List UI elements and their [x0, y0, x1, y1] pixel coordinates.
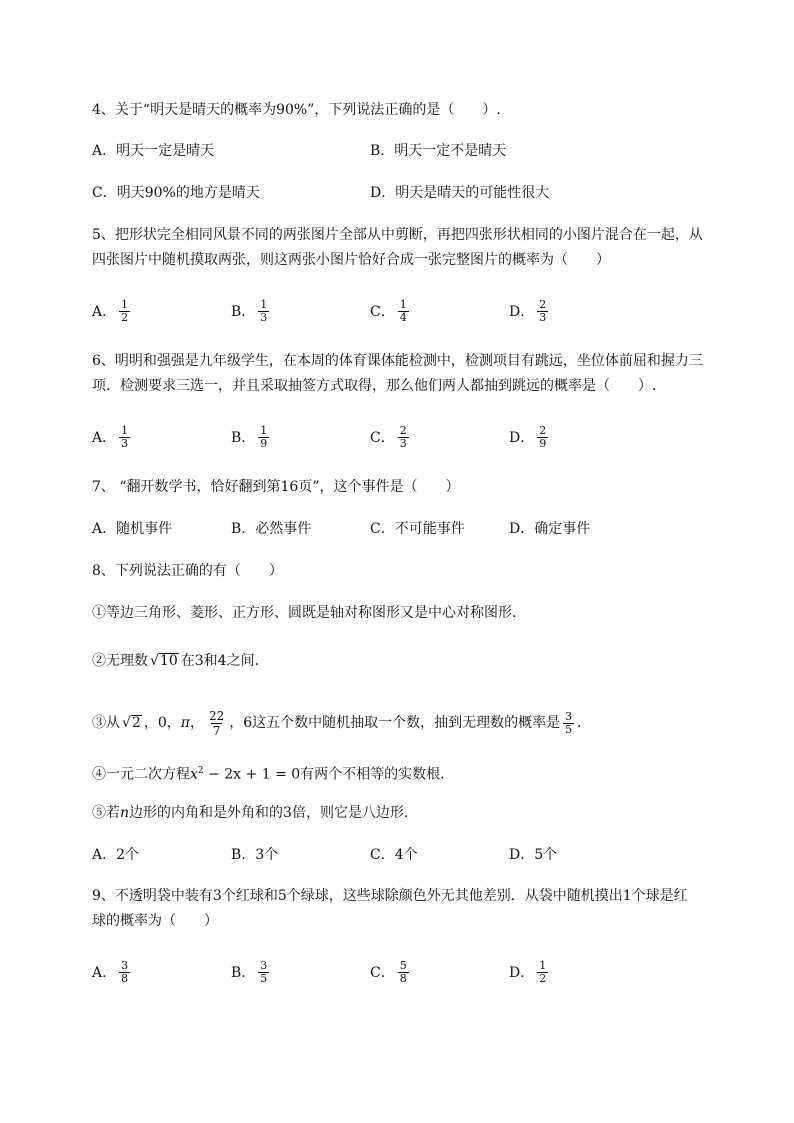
fraction [258, 425, 269, 450]
statement-2 [92, 651, 269, 671]
numerator: 2 [399, 423, 407, 437]
option-b [231, 419, 272, 455]
option-a [92, 954, 133, 990]
option-c: C．4个 [370, 847, 418, 863]
numerator: 1 [399, 297, 407, 311]
option-a [92, 293, 133, 329]
numerator: 1 [539, 958, 547, 972]
numerator: 1 [121, 423, 129, 437]
exponent: 2 [197, 766, 204, 776]
fraction [258, 960, 269, 985]
option-a [92, 419, 133, 455]
option-c: C．明天90%的地方是晴天 [92, 185, 260, 201]
fraction [398, 960, 409, 985]
radicand: 10 [159, 653, 178, 669]
fraction [258, 299, 269, 324]
sqrt-expression [150, 651, 179, 671]
question-4-options [92, 132, 652, 168]
question-9-stem-line2: 球的概率为（ ） [92, 913, 218, 929]
option-b: B．3个 [231, 847, 279, 863]
option-c: C．不可能事件 [370, 521, 465, 537]
fraction [119, 299, 130, 324]
option-d: D．明天是晴天的可能性很大 [370, 185, 550, 201]
option-label: D． [509, 430, 535, 446]
equation-rest: − 2x + 1 = 0 [203, 766, 301, 783]
option-label: A． [92, 304, 117, 320]
option-c [370, 293, 412, 329]
option-label: A． [92, 430, 117, 446]
question-6-stem-line2: 项．检测要求三选一，并且采取抽签方式取得，那么他们两人都抽到跳远的概率是（ ）. [92, 378, 657, 394]
question-4-options-row2 [92, 174, 652, 210]
option-b: B．明天一定不是晴天 [370, 143, 507, 159]
option-b [231, 954, 272, 990]
question-5-options [92, 293, 652, 329]
radicand: 2 [131, 715, 141, 731]
sqrt-expression [122, 713, 142, 733]
statement-4 [92, 761, 454, 785]
question-7-options [92, 510, 652, 546]
denominator: 8 [121, 971, 129, 985]
option-b: B．必然事件 [231, 521, 312, 537]
option-b [231, 293, 272, 329]
question-7-stem: 7、 “翻开数学书，恰好翻到第16页”，这个事件是（ ） [92, 479, 460, 495]
question-5-stem-line2: 四张图片中随机摸取两张，则这两张小图片恰好合成一张完整图片的概率为（ ） [92, 252, 610, 268]
option-label: C． [370, 304, 395, 320]
radical-sign: √ [150, 653, 159, 669]
statement-3-end: ． [577, 715, 592, 731]
question-9-options [92, 954, 652, 990]
fraction [398, 299, 409, 324]
option-label: B． [231, 965, 256, 981]
denominator: 3 [539, 310, 547, 324]
statement-3-prefix: ③从 [92, 715, 120, 731]
option-d: D．确定事件 [509, 521, 591, 537]
denominator: 7 [212, 723, 221, 738]
denominator: 2 [121, 310, 129, 324]
numerator: 2 [539, 423, 547, 437]
statement-2-prefix: ②无理数 [92, 653, 148, 669]
fraction [563, 711, 574, 736]
radical-sign: √ [122, 715, 131, 731]
option-label: D． [509, 304, 535, 320]
denominator: 8 [399, 971, 407, 985]
denominator: 4 [399, 310, 407, 324]
numerator: 1 [121, 297, 129, 311]
numerator: 22 [208, 708, 225, 723]
statement-3-text: ，0， [143, 715, 181, 731]
variable-n: n [120, 805, 130, 821]
question-6-stem-line1: 6、明明和强强是九年级学生，在本周的体育课体能检测中，检测项目有跳远，坐位体前屈和握力三 [92, 353, 703, 369]
option-d [509, 293, 551, 329]
numerator: 1 [260, 297, 268, 311]
pi-symbol: π [180, 715, 190, 731]
statement-4-prefix: ④一元二次方程 [92, 766, 190, 783]
fraction [398, 425, 409, 450]
denominator: 5 [260, 971, 268, 985]
statement-2-suffix: 在3和4之间． [180, 653, 269, 669]
statement-4-suffix: 有两个不相等的实数根． [300, 766, 455, 783]
statement-3 [92, 706, 591, 740]
option-label: B． [231, 430, 256, 446]
statement-5-suffix: 边形的内角和是外角和的3倍，则它是八边形． [129, 805, 418, 821]
fraction [207, 709, 226, 738]
fraction [537, 299, 548, 324]
option-a: A．2个 [92, 847, 140, 863]
question-8-stem: 8、下列说法正确的有（ ） [92, 563, 283, 579]
denominator: 5 [565, 722, 573, 736]
option-label: D． [509, 965, 535, 981]
fraction [119, 425, 130, 450]
option-c [370, 954, 412, 990]
numerator: 5 [399, 958, 407, 972]
denominator: 3 [399, 436, 407, 450]
denominator: 9 [539, 436, 547, 450]
option-label: B． [231, 304, 256, 320]
statement-3-text: ，6这五个数中随机抽取一个数，抽到无理数的概率是 [229, 715, 561, 731]
option-label: A． [92, 965, 117, 981]
option-label: C． [370, 965, 395, 981]
statement-5-prefix: ⑤若 [92, 805, 120, 821]
question-5-stem-line1: 5、把形状完全相同风景不同的两张图片全部从中剪断，再把四张形状相同的小图片混合在一起，从 [92, 227, 703, 243]
denominator: 3 [121, 436, 129, 450]
option-a: A．明天一定是晴天 [92, 143, 215, 159]
statement-5 [92, 803, 418, 823]
question-6-options [92, 419, 652, 455]
option-d: D．5个 [509, 847, 558, 863]
numerator: 3 [260, 958, 268, 972]
fraction [119, 960, 130, 985]
question-8-options [92, 836, 652, 872]
option-d [509, 954, 551, 990]
numerator: 3 [121, 958, 129, 972]
statement-3-text: ， [189, 715, 204, 731]
fraction [537, 960, 548, 985]
option-a: A．随机事件 [92, 521, 173, 537]
option-c [370, 419, 412, 455]
fraction [537, 425, 548, 450]
denominator: 9 [260, 436, 268, 450]
statement-1: ①等边三角形、菱形、正方形、圆既是轴对称图形又是中心对称图形． [92, 605, 526, 621]
numerator: 2 [539, 297, 547, 311]
option-label: C． [370, 430, 395, 446]
question-4-stem: 4、关于“明天是晴天的概率为90%”，下列说法正确的是（ ）. [92, 102, 501, 118]
numerator: 1 [260, 423, 268, 437]
option-d [509, 419, 551, 455]
variable-x: x [190, 766, 198, 783]
question-9-stem-line1: 9、不透明袋中装有3个红球和5个绿球，这些球除颜色外无其他差别．从袋中随机摸出1个球是红 [92, 888, 688, 904]
denominator: 2 [539, 971, 547, 985]
denominator: 3 [260, 310, 268, 324]
numerator: 3 [565, 709, 573, 723]
